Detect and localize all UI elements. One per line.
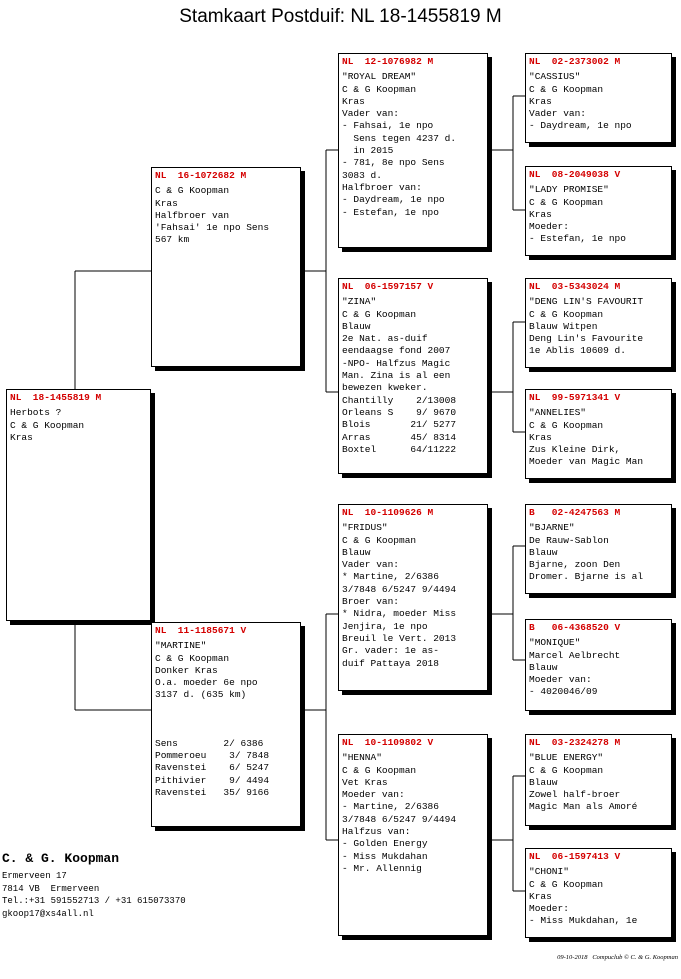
card-line: Blauw <box>529 776 558 788</box>
card-line: Zowel half-broer <box>529 789 621 801</box>
ring-number: B 06-4368520 V <box>529 622 621 633</box>
card-line: - Miss Mukdahan, 1e <box>529 915 638 927</box>
card-line: Man. Zina is al een <box>342 370 451 382</box>
ring-number: NL 10-1109802 V <box>342 737 434 748</box>
card-line: * Martine, 2/6386 <box>342 571 439 583</box>
card-line: "DENG LIN'S FAVOURIT <box>529 296 644 308</box>
ring-number: NL 11-1185671 V <box>155 625 247 636</box>
card-line: "ANNELIES" <box>529 407 587 419</box>
card-line: "LADY PROMISE" <box>529 184 609 196</box>
card-line: Deng Lin's Favourite <box>529 333 644 345</box>
card-line: Orleans S 9/ 9670 <box>342 406 457 418</box>
owner-email[interactable]: gkoop17@xs4all.nl <box>2 908 94 919</box>
result-line: Ravenstei 6/ 5247 <box>155 762 270 774</box>
ring-number: NL 16-1072682 M <box>155 170 247 181</box>
ring-number: NL 06-1597413 V <box>529 851 621 862</box>
card-line: Vader van: <box>529 108 587 120</box>
card-line: Kras <box>529 95 552 107</box>
ring-number: NL 03-2324278 M <box>529 737 621 748</box>
card-line: Breuil le Vert. 2013 <box>342 632 457 644</box>
card-line: Moeder van: <box>529 674 592 686</box>
card-line: Blauw <box>529 661 558 673</box>
pigeon-card-ggp-4[interactable] <box>525 389 672 479</box>
card-line: Boxtel 64/11222 <box>342 443 457 455</box>
card-line: Halfbroer van <box>155 209 230 221</box>
card-line: Halfbroer van: <box>342 181 422 193</box>
card-line: Blois 21/ 5277 <box>342 419 457 431</box>
card-line: "HENNA" <box>342 752 382 764</box>
pigeon-card-ggp-6[interactable] <box>525 619 672 711</box>
owner-info <box>2 851 186 920</box>
ring-number: B 02-4247563 M <box>529 507 621 518</box>
card-line: - 781, 8e npo Sens <box>342 157 445 169</box>
card-line: Halfzus van: <box>342 826 411 838</box>
card-line: Moeder: <box>529 221 569 233</box>
owner-city: 7814 VB Ermerveen <box>2 883 100 894</box>
pigeon-card-ggp-5[interactable] <box>525 504 672 594</box>
pigeon-card-ggp-1[interactable] <box>525 53 672 143</box>
card-line: 3083 d. <box>342 169 382 181</box>
card-line: Blauw <box>342 546 371 558</box>
card-line: Marcel Aelbrecht <box>529 649 621 661</box>
card-line: - 4020046/09 <box>529 686 598 698</box>
owner-name: C. & G. Koopman <box>2 851 120 866</box>
card-line: C & G Koopman <box>342 308 417 320</box>
card-line: "BJARNE" <box>529 522 575 534</box>
card-line: "MARTINE" <box>155 640 207 652</box>
card-line: Blauw <box>342 320 371 332</box>
card-line: Moeder: <box>529 903 569 915</box>
pigeon-card-sire-dam[interactable] <box>338 278 488 474</box>
card-line: - Martine, 2/6386 <box>342 801 439 813</box>
card-line: Jenjira, 1e npo <box>342 620 428 632</box>
card-line: - Daydream, 1e npo <box>529 120 632 132</box>
card-line: Blauw Witpen <box>529 320 598 332</box>
card-line: 'Fahsai' 1e npo Sens <box>155 222 270 234</box>
card-line: C & G Koopman <box>155 185 230 197</box>
ring-number: NL 02-2373002 M <box>529 56 621 67</box>
card-line: 1e Ablis 10609 d. <box>529 345 626 357</box>
ring-number: NL 08-2049038 V <box>529 169 621 180</box>
card-line: C & G Koopman <box>529 878 604 890</box>
card-line: C & G Koopman <box>529 419 604 431</box>
card-line: "ROYAL DREAM" <box>342 71 417 83</box>
owner-phone: Tel.:+31 591552713 / +31 615073370 <box>2 896 186 906</box>
card-line: C & G Koopman <box>529 764 604 776</box>
card-line: - Fahsai, 1e npo <box>342 120 434 132</box>
pigeon-card-sire[interactable] <box>151 167 301 367</box>
card-line: * Nidra, moeder Miss <box>342 608 457 620</box>
card-line: C & G Koopman <box>342 83 417 95</box>
card-line: Moeder van: <box>342 789 405 801</box>
card-line: Kras <box>529 431 552 443</box>
owner-address: Ermerveen 17 <box>2 871 67 881</box>
card-line: De Rauw-Sablon <box>529 534 609 546</box>
card-line: Blauw <box>529 546 558 558</box>
card-line: Kras <box>10 431 33 443</box>
card-line: Zus Kleine Dirk, <box>529 444 621 456</box>
card-line: 3/7848 6/5247 9/4494 <box>342 813 457 825</box>
card-line: - Golden Energy <box>342 838 428 850</box>
card-line: C & G Koopman <box>529 308 604 320</box>
pigeon-card-ggp-3[interactable] <box>525 278 672 368</box>
card-line: Bjarne, zoon Den <box>529 559 621 571</box>
card-line: Magic Man als Amoré <box>529 801 638 813</box>
card-line: C & G Koopman <box>342 534 417 546</box>
card-line: 2e Nat. as-duif <box>342 333 428 345</box>
card-line: Sens tegen 4237 d. <box>342 132 457 144</box>
ring-number: NL 03-5343024 M <box>529 281 621 292</box>
card-line: - Daydream, 1e npo <box>342 194 445 206</box>
card-line: "CASSIUS" <box>529 71 581 83</box>
card-line: 3/7848 6/5247 9/4494 <box>342 583 457 595</box>
pigeon-card-subject[interactable] <box>6 389 151 621</box>
ring-number: NL 06-1597157 V <box>342 281 434 292</box>
card-line: C & G Koopman <box>529 83 604 95</box>
card-line: Gr. vader: 1e as- <box>342 645 439 657</box>
card-line: Kras <box>155 197 178 209</box>
card-line: "BLUE ENERGY" <box>529 752 604 764</box>
footer-credit: 09-10-2018 Compuclub © C. & G. Koopman <box>557 954 678 961</box>
card-line: Broer van: <box>342 596 400 608</box>
result-line: Ravenstei 35/ 9166 <box>155 786 270 798</box>
ring-number: NL 99-5971341 V <box>529 392 621 403</box>
card-line: Kras <box>529 890 552 902</box>
pigeon-card-dam[interactable] <box>151 622 301 827</box>
pigeon-card-dam-dam[interactable] <box>338 734 488 936</box>
ring-number: NL 12-1076982 M <box>342 56 434 67</box>
ring-number: NL 18-1455819 M <box>10 392 102 403</box>
pigeon-card-sire-sire[interactable] <box>338 53 488 248</box>
card-line: Moeder van Magic Man <box>529 456 644 468</box>
result-line: Sens 2/ 6386 <box>155 737 264 749</box>
card-line: duif Pattaya 2018 <box>342 657 439 669</box>
card-line: bewezen kweker. <box>342 382 428 394</box>
card-line: - Mr. Allennig <box>342 862 422 874</box>
card-line: Kras <box>529 208 552 220</box>
card-line: 567 km <box>155 234 190 246</box>
result-line: Pithivier 9/ 4494 <box>155 774 270 786</box>
card-line: - Estefan, 1e npo <box>529 233 626 245</box>
card-line: C & G Koopman <box>10 419 85 431</box>
card-line: C & G Koopman <box>529 196 604 208</box>
pigeon-card-ggp-8[interactable] <box>525 848 672 938</box>
card-line: in 2015 <box>342 145 394 157</box>
pigeon-card-dam-sire[interactable] <box>338 504 488 691</box>
card-line: 3137 d. (635 km) <box>155 689 247 701</box>
card-line: Herbots ? <box>10 407 62 419</box>
page-title: Stamkaart Postduif: NL 18-1455819 M <box>179 6 502 27</box>
card-line: C & G Koopman <box>342 764 417 776</box>
card-line: "FRIDUS" <box>342 522 388 534</box>
pigeon-card-ggp-2[interactable] <box>525 166 672 256</box>
card-line: Chantilly 2/13008 <box>342 394 457 406</box>
card-line: Donker Kras <box>155 664 218 676</box>
card-line: - Miss Mukdahan <box>342 850 428 862</box>
card-line: eendaagse fond 2007 <box>342 345 451 357</box>
ring-number: NL 10-1109626 M <box>342 507 434 518</box>
card-line: C & G Koopman <box>155 652 230 664</box>
card-line: Vader van: <box>342 559 400 571</box>
result-line: Pommeroeu 3/ 7848 <box>155 750 270 762</box>
card-line: - Estefan, 1e npo <box>342 206 439 218</box>
card-line: Kras <box>342 95 365 107</box>
card-line: "MONIQUE" <box>529 637 581 649</box>
card-line: O.a. moeder 6e npo <box>155 677 258 689</box>
card-line: "ZINA" <box>342 296 377 308</box>
pigeon-card-ggp-7[interactable] <box>525 734 672 826</box>
card-line: Vader van: <box>342 108 400 120</box>
card-line: Dromer. Bjarne is al <box>529 571 644 583</box>
card-line: "CHONI" <box>529 866 569 878</box>
card-line: Arras 45/ 8314 <box>342 431 457 443</box>
card-line: Vet Kras <box>342 776 388 788</box>
card-line: -NPO- Halfzus Magic <box>342 357 451 369</box>
